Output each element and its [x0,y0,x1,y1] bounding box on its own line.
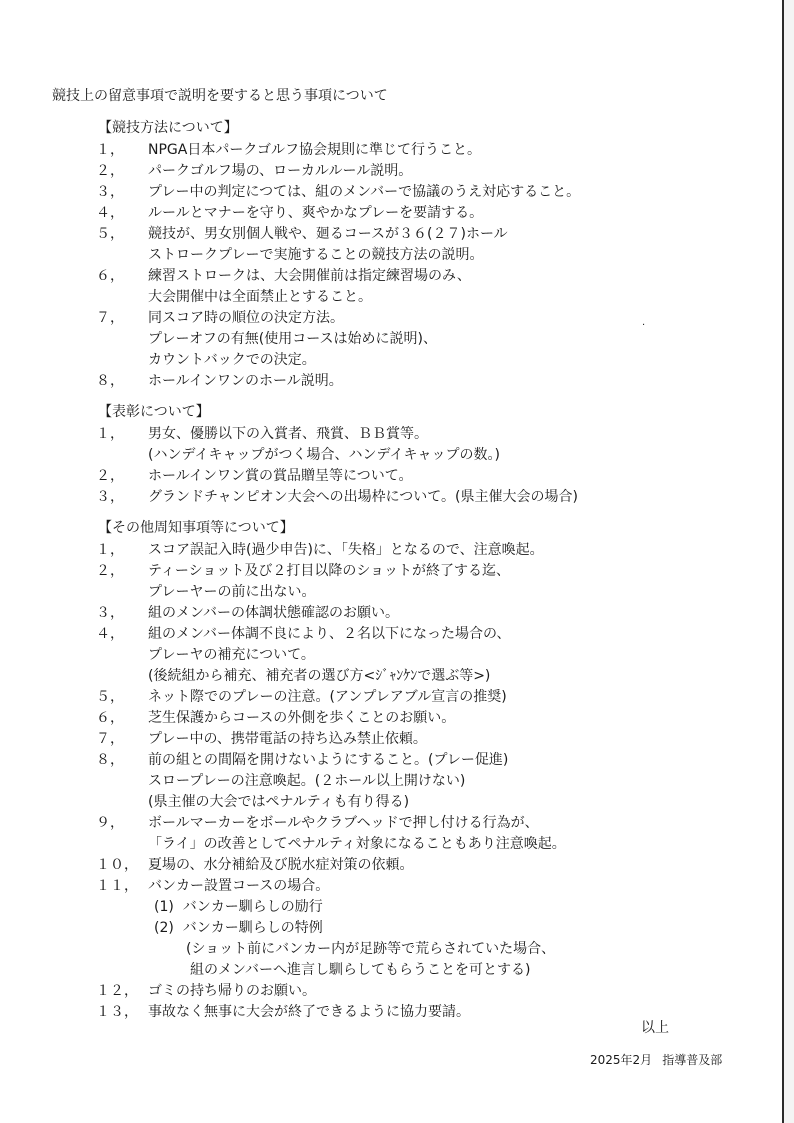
sub-item-note: (ショット前にバンカー内が足跡等で荒らされていた場合、 [186,941,556,957]
item-text-continued: プレーヤの補充について。 [148,647,315,663]
item-number: ３， [96,605,124,621]
item-number: ６， [96,710,124,726]
item-number: ６， [96,268,124,284]
item-number: ２， [96,163,124,179]
item-text: スコア誤記入時(過少申告)に、「失格」となるので、注意喚起。 [148,542,544,558]
item-number: １， [96,142,124,158]
item-text: ホールインワンのホール説明。 [148,373,343,389]
item-number: １， [96,426,124,442]
sub-item-label: (1) [154,899,174,915]
section-heading-other: 【その他周知事項等について】 [98,520,294,536]
sub-item-label: (2) [154,920,174,936]
item-text: 芝生保護からコースの外側を歩くことのお願い。 [148,710,456,726]
item-number: ２， [96,468,124,484]
item-text-continued: 「ライ」の改善としてペナルティ対象になることもあり注意喚起。 [148,836,566,852]
item-text: 組のメンバー体調不良により、２名以下になった場合の、 [148,626,511,642]
section-heading-competition: 【競技方法について】 [98,120,238,136]
item-text: ティーショット及び２打目以降のショットが終了する迄、 [148,563,511,579]
item-number: ４， [96,205,124,221]
stray-mark: . [642,317,646,328]
item-text: 練習ストロークは、大会開催前は指定練習場のみ、 [148,268,471,284]
item-number: ７， [96,731,124,747]
item-number: ５， [96,689,124,705]
footer [590,1051,722,1069]
item-text: プレー中の判定につては、組のメンバーで協議のうえ対応すること。 [148,184,581,200]
sub-item [154,897,323,917]
item-number: １， [96,542,124,558]
item-text: 同スコア時の順位の決定方法。 [148,310,344,326]
item-text: グランドチャンピオン大会への出場枠について。(県主催大会の場合) [148,489,578,505]
item-text-continued: 大会開催中は全面禁止とすること。 [148,289,372,305]
item-number: ２， [96,563,124,579]
item-text: 組のメンバーの体調状態確認のお願い。 [148,605,400,621]
item-number: １３， [96,1004,138,1020]
item-text: パークゴルフ場の、ローカルルール説明。 [148,163,413,179]
footer-dept: 指導普及部 [662,1053,723,1067]
item-text-continued: カウントバックでの決定。 [148,352,316,368]
item-number: ７， [96,310,124,326]
item-text: 事故なく無事に大会が終了できるように協力要請。 [148,1004,470,1020]
item-text-continued: スロープレーの注意喚起。(２ホール以上開けない) [148,773,466,789]
item-text: ゴミの持ち帰りのお願い。 [148,983,316,999]
item-text: ルールとマナーを守り、爽やかなプレーを要請する。 [148,205,484,221]
scan-margin [784,0,794,1123]
item-text: ホールインワン賞の賞品贈呈等について。 [148,468,413,484]
item-text: 夏場の、水分補給及び脱水症対策の依頼。 [148,857,414,873]
item-text: 男女、優勝以下の入賞者、飛賞、ＢＢ賞等。 [148,426,428,442]
item-number: １１， [96,878,138,894]
item-number: １０， [96,857,138,873]
footer-date: 2025年2月 [590,1053,653,1067]
item-number: ４， [96,626,124,642]
item-text-continued: ストロークプレーで実施することの競技方法の説明。 [148,247,484,263]
item-text: プレー中の、携帯電話の持ち込み禁止依頼。 [148,731,427,747]
item-text-continued: (県主催の大会ではペナルティも有り得る) [148,794,410,810]
document-title: 競技上の留意事項で説明を要すると思う事項について [52,88,388,104]
item-text: ネット際でのプレーの注意。(アンプレアブル宣言の推奨) [148,689,507,705]
item-number: １２， [96,983,138,999]
sub-item-note: 組のメンバーへ進言し馴らしてもらうことを可とする) [190,962,531,978]
sub-item-text: バンカー馴らしの励行 [182,899,323,915]
item-text: 競技が、男女別個人戦や、廻るコースが３６(２７)ホール [148,226,508,242]
item-number: ８， [96,373,124,389]
item-text-continued: プレーオフの有無(使用コースは始めに説明)、 [148,331,437,347]
item-number: ５， [96,226,124,242]
closing-mark: 以上 [641,1020,669,1036]
section-heading-awards: 【表彰について】 [98,404,210,420]
item-number: ９， [96,815,124,831]
item-number: ３， [96,184,124,200]
item-text: 前の組との間隔を開けないようにすること。(プレー促進) [148,752,509,768]
sub-item-text: バンカー馴らしの特例 [182,920,323,936]
scan-edge-line [782,0,784,1123]
item-text: バンカー設置コースの場合。 [148,878,330,894]
item-text-continued: プレーヤーの前に出ない。 [148,584,316,600]
item-text: ボールマーカーをボールやクラブヘッドで押し付ける行為が、 [148,815,539,831]
item-text-continued: (ハンデイキャップがつく場合、ハンデイキャップの数。) [148,447,500,463]
sub-item [154,918,323,938]
item-text: NPGA日本パークゴルフ協会規則に準じて行うこと。 [148,142,482,158]
item-text-continued: (後続組から補充、補充者の選び方<ｼﾞｬﾝｹﾝで選ぶ等>) [148,668,491,684]
item-number: ８， [96,752,124,768]
item-number: ３， [96,489,124,505]
